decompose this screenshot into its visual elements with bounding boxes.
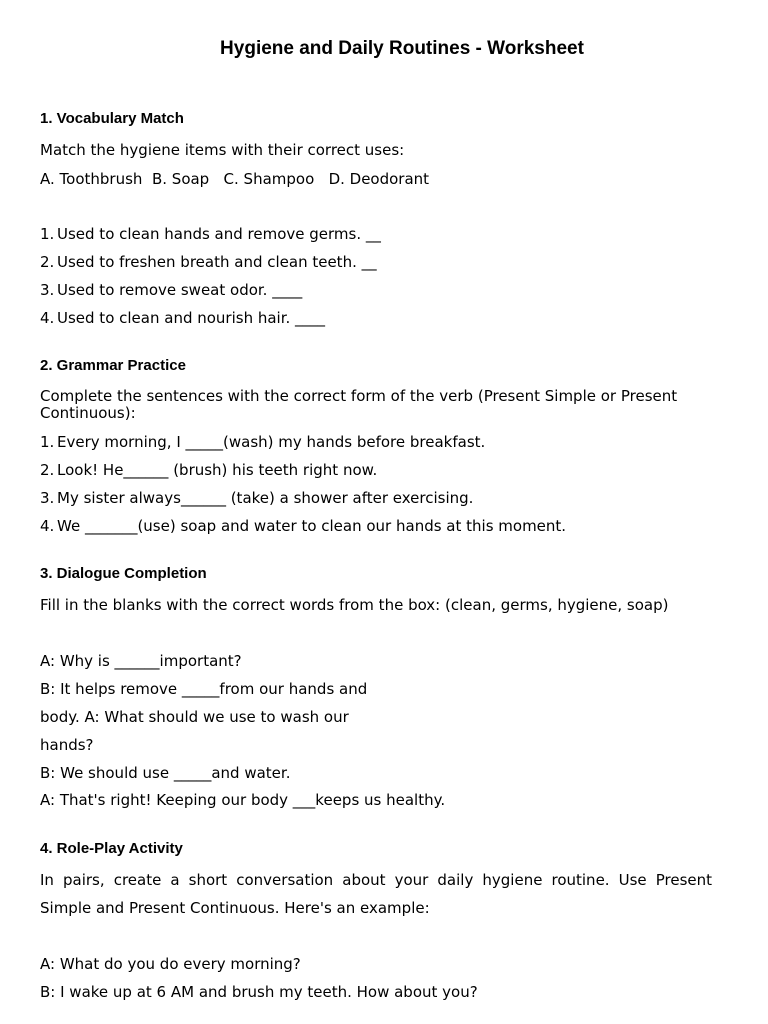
list-item xyxy=(40,461,377,479)
list-text: We _______(use) soap and water to clean our hands at this moment. xyxy=(57,517,567,535)
list-text: Look! He______ (brush) his teeth right now. xyxy=(57,461,378,479)
list-number: 2. xyxy=(40,253,55,271)
dialogue-line: A: Why is ______important? xyxy=(40,652,242,670)
list-number: 3. xyxy=(40,281,55,299)
dialogue-line: B: We should use _____and water. xyxy=(40,764,291,782)
list-number: 4. xyxy=(40,517,55,535)
list-text: Used to freshen breath and clean teeth. __ xyxy=(57,253,377,271)
list-number: 4. xyxy=(40,309,55,327)
list-number: 3. xyxy=(40,489,55,507)
list-number: 2. xyxy=(40,461,55,479)
list-item xyxy=(40,281,302,299)
section-4-heading: 4. Role-Play Activity xyxy=(40,840,183,857)
page-title: Hygiene and Daily Routines - Worksheet xyxy=(220,38,584,59)
list-item xyxy=(40,253,377,271)
list-item xyxy=(40,309,325,327)
section-1-instruction: Match the hygiene items with their correct uses: xyxy=(40,141,405,159)
dialogue-line: B: It helps remove _____from our hands and xyxy=(40,680,368,698)
list-item xyxy=(40,517,566,535)
section-2-heading: 2. Grammar Practice xyxy=(40,357,186,374)
list-item xyxy=(40,489,473,507)
section-3-instruction: Fill in the blanks with the correct words from the box: (clean, germs, hygiene, soap) xyxy=(40,596,669,614)
dialogue-line: A: That's right! Keeping our body ___keeps us healthy. xyxy=(40,791,446,809)
list-number: 1. xyxy=(40,225,55,243)
option-c: C. Shampoo xyxy=(223,170,315,188)
option-b: B. Soap xyxy=(151,170,210,188)
list-text: Used to clean hands and remove germs. __ xyxy=(57,225,381,243)
list-item xyxy=(40,225,381,243)
dialogue-line: hands? xyxy=(40,736,94,754)
dialogue-line: body. A: What should we use to wash our xyxy=(40,708,349,726)
list-text: My sister always______ (take) a shower after exercising. xyxy=(57,489,474,507)
list-text: Every morning, I _____(wash) my hands before breakfast. xyxy=(57,433,486,451)
section-4-instruction: In pairs, create a short conversation about your daily hygiene routine. Use Present Simple and Present Continuous. Here's an example: xyxy=(40,871,712,917)
list-text: Used to clean and nourish hair. ____ xyxy=(57,309,326,327)
section-2-instruction: Complete the sentences with the correct form of the verb (Present Simple or Present Continuous): xyxy=(40,387,678,422)
vocabulary-options xyxy=(40,170,429,188)
option-d: D. Deodorant xyxy=(328,170,430,188)
option-a: A. Toothbrush xyxy=(40,170,143,188)
list-number: 1. xyxy=(40,433,55,451)
section-1-heading: 1. Vocabulary Match xyxy=(40,110,184,127)
list-text: Used to remove sweat odor. ____ xyxy=(57,281,303,299)
list-item xyxy=(40,433,485,451)
dialogue-line: A: What do you do every morning? xyxy=(40,955,301,973)
dialogue-line: B: I wake up at 6 AM and brush my teeth. How about you? xyxy=(40,983,478,1001)
section-3-heading: 3. Dialogue Completion xyxy=(40,565,207,582)
